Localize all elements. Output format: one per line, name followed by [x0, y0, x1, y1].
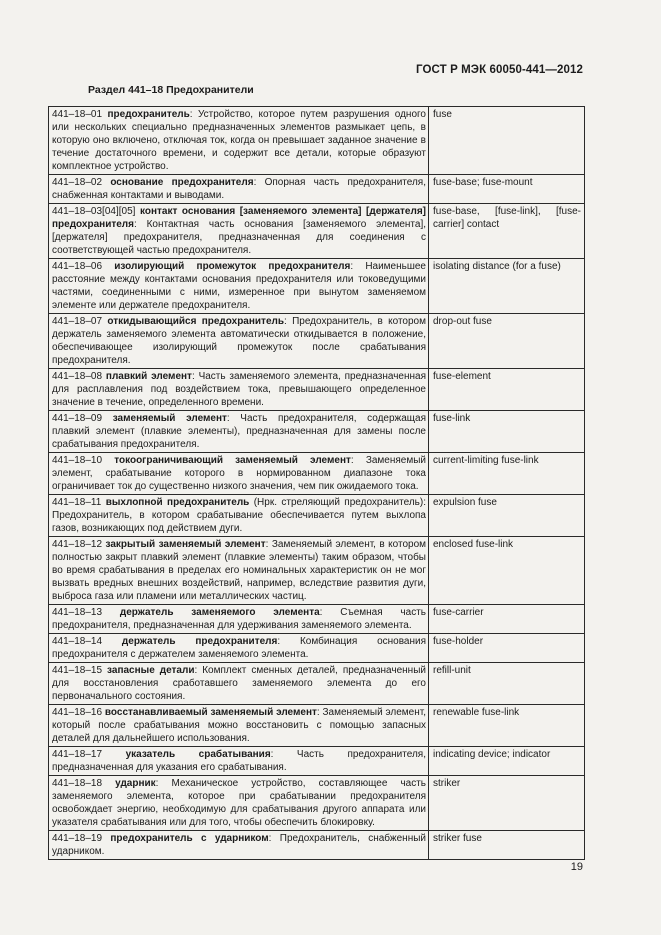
- term-name: указатель срабатывания: [125, 749, 271, 760]
- table-row: [49, 369, 584, 411]
- term-definition: : Заменяемый элемент, который после срабатывания можно восстановить с помощью запасных деталей для дальнейшего использования.: [52, 707, 426, 744]
- table-row: [49, 747, 584, 776]
- english-equivalent-cell: isolating distance (for a fuse): [433, 261, 561, 272]
- definition-cell: [49, 314, 429, 368]
- term-definition: : Комплект сменных деталей, предназначенный для восстановления сработавшего заменяемого элемента до его первоначального состояния.: [52, 665, 426, 702]
- definition-cell: [49, 537, 429, 604]
- table-row: [49, 175, 584, 204]
- english-equivalent-cell: renewable fuse-link: [433, 707, 520, 718]
- definition-cell: [49, 705, 429, 746]
- table-row: [49, 107, 584, 175]
- table-row: [49, 663, 584, 705]
- term-definition: : Устройство, которое путем разрушения одного или нескольких специально предназначенных элементов размыкает цепь, в которую оно включено, отключая ток, когда он превышает заданное значение в течение достаточного времени, и содержит все детали, которые образуют комплектное устройство.: [52, 109, 426, 172]
- term-definition: : Опорная часть предохранителя, снабженная контактами и выводами.: [52, 177, 426, 201]
- term-number: 441–18–11: [52, 497, 102, 508]
- term-number: 441–18–02: [52, 177, 103, 188]
- table-row: [49, 776, 584, 831]
- term-number: 441–18–19: [52, 833, 103, 844]
- definition-cell: [49, 369, 429, 410]
- term-number: 441–18–13: [52, 607, 103, 618]
- term-number: 441–18–07: [52, 316, 103, 327]
- term-definition: (Нрк. стреляющий предохранитель): Предохранитель, в котором срабатывание обеспечивается путем выхлопа газов, возникающих под действием дуги.: [52, 497, 426, 534]
- term-name: токоограничивающий заменяемый элемент: [114, 455, 351, 466]
- english-equivalent-cell: fuse-carrier: [433, 607, 484, 618]
- definition-cell: [49, 831, 429, 859]
- english-equivalent-cell: fuse-holder: [433, 636, 484, 647]
- definition-cell: [49, 411, 429, 452]
- english-equivalent-cell: enclosed fuse-link: [433, 539, 514, 550]
- table-row: [49, 314, 584, 369]
- term-name: выхлопной предохранитель: [105, 497, 250, 508]
- term-number: 441–18–18: [52, 778, 103, 789]
- term-definition: : Часть предохранителя, предназначенная для указания его срабатывания.: [52, 749, 426, 773]
- term-name: откидывающийся предохранитель: [107, 316, 285, 327]
- term-definition: : Механическое устройство, составляющее часть заменяемого элемента, которое при срабатывании предохранителя освобождает энергию, необходимую для срабатывания другого аппарата или указателя срабатывания или для того, чтобы обеспечить блокировку.: [52, 778, 427, 828]
- english-equivalent-cell: fuse: [433, 109, 452, 120]
- term-definition: : Часть заменяемого элемента, предназначенная для расплавления под воздействием тока, превышающего определенное значение в течение, определенного времени.: [52, 371, 427, 408]
- definition-cell: [49, 634, 429, 662]
- term-name: запасные детали: [107, 665, 195, 676]
- english-equivalent-cell: indicating device; indicator: [433, 749, 551, 760]
- term-name: изолирующий промежуток предохранителя: [114, 261, 351, 272]
- term-definition: : Съемная часть предохранителя, предназначенная для удерживания заменяемого элемента.: [52, 607, 426, 631]
- definition-cell: [49, 259, 429, 313]
- term-number: 441–18–15: [52, 665, 103, 676]
- term-name: восстанавливаемый заменяемый элемент: [104, 707, 317, 718]
- term-name: держатель предохранителя: [121, 636, 278, 647]
- english-equivalent-cell: drop-out fuse: [433, 316, 492, 327]
- term-name: держатель заменяемого элемента: [119, 607, 320, 618]
- term-number: 441–18–10: [52, 455, 103, 466]
- english-equivalent-cell: current-limiting fuse-link: [433, 455, 539, 466]
- term-name: предохранитель: [107, 109, 190, 120]
- term-name: ударник: [115, 778, 156, 789]
- term-name: основание предохранителя: [110, 177, 254, 188]
- term-number: 441–18–06: [52, 261, 103, 272]
- table-row: [49, 831, 584, 859]
- definition-cell: [49, 453, 429, 494]
- terms-table: [48, 106, 585, 860]
- term-name: плавкий элемент: [105, 371, 192, 382]
- term-name: закрытый заменяемый элемент: [105, 539, 266, 550]
- table-row: [49, 537, 584, 605]
- term-number: 441–18–03[04][05]: [52, 206, 136, 217]
- definition-cell: [49, 175, 429, 203]
- table-row: [49, 634, 584, 663]
- table-row: [49, 411, 584, 453]
- term-name: заменяемый элемент: [112, 413, 227, 424]
- english-equivalent-cell: refill-unit: [433, 665, 471, 676]
- document-code: ГОСТ Р МЭК 60050-441—2012: [416, 64, 583, 76]
- table-row: [49, 495, 584, 537]
- term-name: предохранитель с ударником: [110, 833, 269, 844]
- term-number: 441–18–14: [52, 636, 103, 647]
- english-equivalent-cell: fuse-base, [fuse-link], [fuse-carrier] contact: [433, 206, 581, 230]
- page-number: 19: [570, 861, 583, 873]
- table-row: [49, 605, 584, 634]
- term-number: 441–18–08: [52, 371, 103, 382]
- term-name: контакт основания [заменяемого элемента] [держателя] предохранителя: [52, 206, 426, 230]
- term-definition: : Контактная часть основания [заменяемого элемента], [держателя] предохранителя, предназначенная для соединения с соответствующей частью предохранителя.: [52, 219, 426, 256]
- table-row: [49, 204, 584, 259]
- definition-cell: [49, 495, 429, 536]
- term-definition: : Предохранитель, снабженный ударником.: [52, 833, 426, 857]
- section-title: Раздел 441–18 Предохранители: [88, 84, 254, 96]
- term-definition: : Предохранитель, в котором держатель заменяемого элемента автоматически откидывается в положение, обеспечивающее изолирующий промежуток после срабатывания предохранителя.: [52, 316, 426, 366]
- term-number: 441–18–09: [52, 413, 103, 424]
- english-equivalent-cell: fuse-element: [433, 371, 491, 382]
- term-definition: : Заменяемый элемент, срабатывание которого в нормированном диапазоне тока ограничивает ток до существенно низкого значения, чем пик ожидаемого тока.: [52, 455, 427, 492]
- definition-cell: [49, 663, 429, 704]
- term-definition: : Заменяемый элемент, в котором полностью закрыт плавкий элемент (плавкие элементы) таким образом, чтобы во время срабатывания в пределах его номинальных характеристик он не мог вызвать вредных внешних воздействий, например, вследствие развития дуги, выброса газа или пламени или металлических частиц.: [52, 539, 427, 602]
- table-row: [49, 259, 584, 314]
- definition-cell: [49, 605, 429, 633]
- definition-cell: [49, 776, 429, 830]
- english-equivalent-cell: fuse-base; fuse-mount: [433, 177, 533, 188]
- term-number: 441–18–01: [52, 109, 103, 120]
- term-definition: : Наименьшее расстояние между контактами основания предохранителя или токоведущими частями, соединенными с ними, измеренное при вынутом заменяемом элементе или держателе предохранителя.: [52, 261, 426, 311]
- english-equivalent-cell: striker fuse: [433, 833, 482, 844]
- definition-cell: [49, 107, 429, 174]
- term-definition: : Часть предохранителя, содержащая плавкий элемент (плавкие элементы), предназначенная для замены после срабатывания предохранителя.: [52, 413, 427, 450]
- term-definition: : Комбинация основания предохранителя с держателем заменяемого элемента.: [52, 636, 426, 660]
- table-row: [49, 453, 584, 495]
- definition-cell: [49, 204, 429, 258]
- english-equivalent-cell: striker: [433, 778, 461, 789]
- table-row: [49, 705, 584, 747]
- english-equivalent-cell: fuse-link: [433, 413, 471, 424]
- term-number: 441–18–12: [52, 539, 103, 550]
- definition-cell: [49, 747, 429, 775]
- english-equivalent-cell: expulsion fuse: [433, 497, 497, 508]
- term-number: 441–18–16: [52, 707, 103, 718]
- term-number: 441–18–17: [52, 749, 103, 760]
